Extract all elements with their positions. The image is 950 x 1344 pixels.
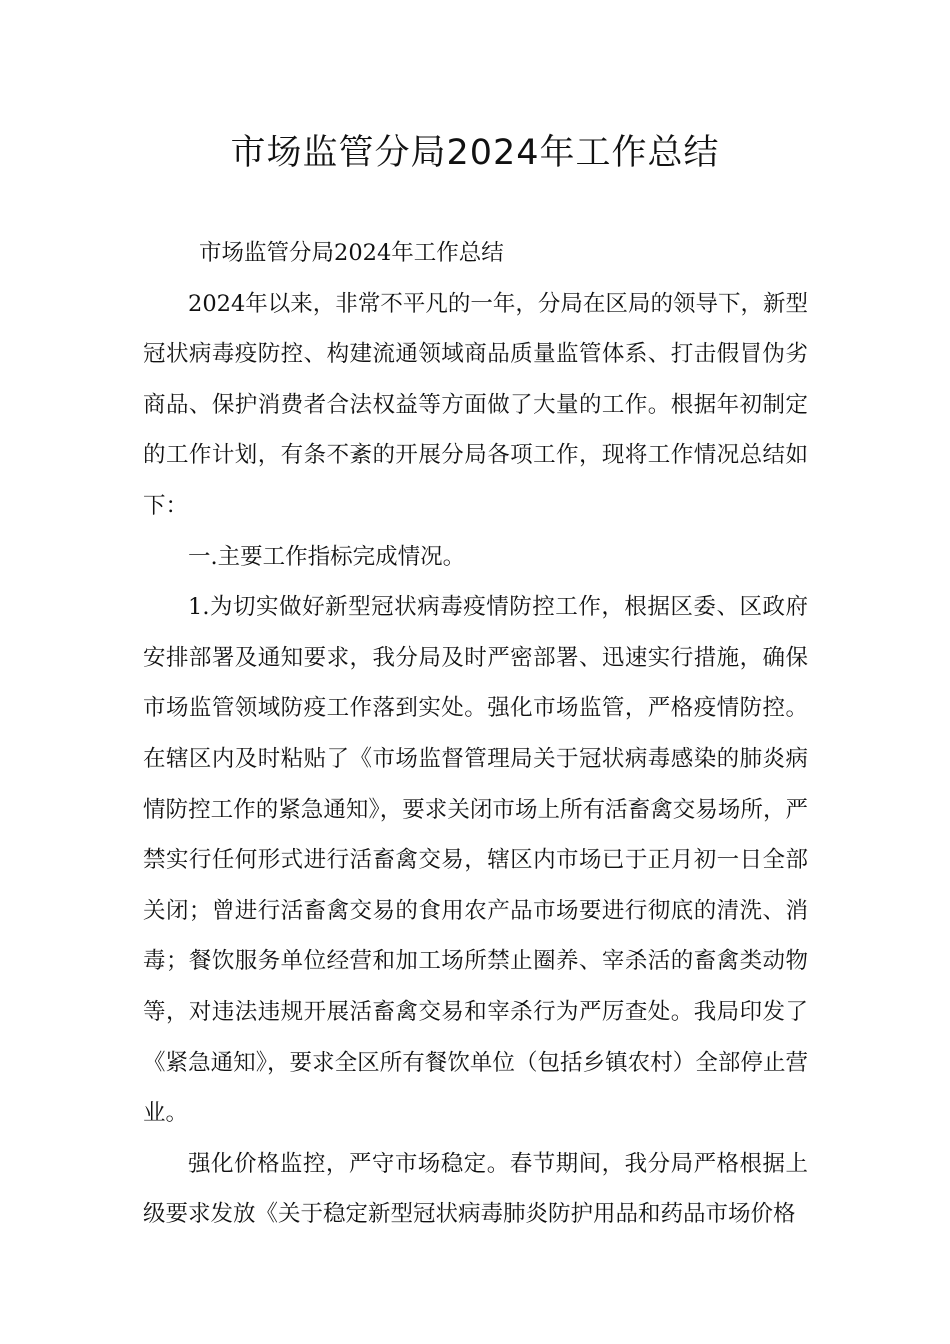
section-heading: 一.主要工作指标完成情况。 [188,543,466,570]
price-monitoring-paragraph: 强化价格监控，严守市场稳定。春节期间，我分局严格根据上级要求发放《关于稳定新型冠状病毒肺炎防护用品和药品市场价格 [143,1150,808,1228]
document-title: 市场监管分局2024年工作总结 [230,133,720,173]
item-1-paragraph: 1.为切实做好新型冠状病毒疫情防控工作，根据区委、区政府安排部署及通知要求，我分局及时严密部署、迅速实行措施，确保市场监管领域防疫工作落到实处。强化市场监管，严格疫情防控。在辖区内及时粘贴了《市场监督管理局关于冠状病毒感染的肺炎病情防控工作的紧急通知》，要求关闭市场上所有活畜禽交易场所，严禁实行任何形式进行活畜禽交易，辖区内市场已于正月初一日全部关闭；曾进行活畜禽交易的食用农产品市场要进行彻底的清洗、消毒；餐饮服务单位经营和加工场所禁止圈养、宰杀活的畜禽类动物等，对违法违规开展活畜禽交易和宰杀行为严厉查处。我局印发了《紧急通知》，要求全区所有餐饮单位（包括乡镇农村）全部停止营业。 [143,594,808,1127]
document-body [143,228,808,1240]
body-subtitle: 市场监管分局2024年工作总结 [199,240,504,266]
intro-paragraph: 2024年以来，非常不平凡的一年，分局在区局的领导下，新型冠状病毒疫防控、构建流通领域商品质量监管体系、打击假冒伪劣商品、保护消费者合法权益等方面做了大量的工作。根据年初制定的工作计划，有条不紊的开展分局各项工作，现将工作情况总结如下： [143,290,808,519]
